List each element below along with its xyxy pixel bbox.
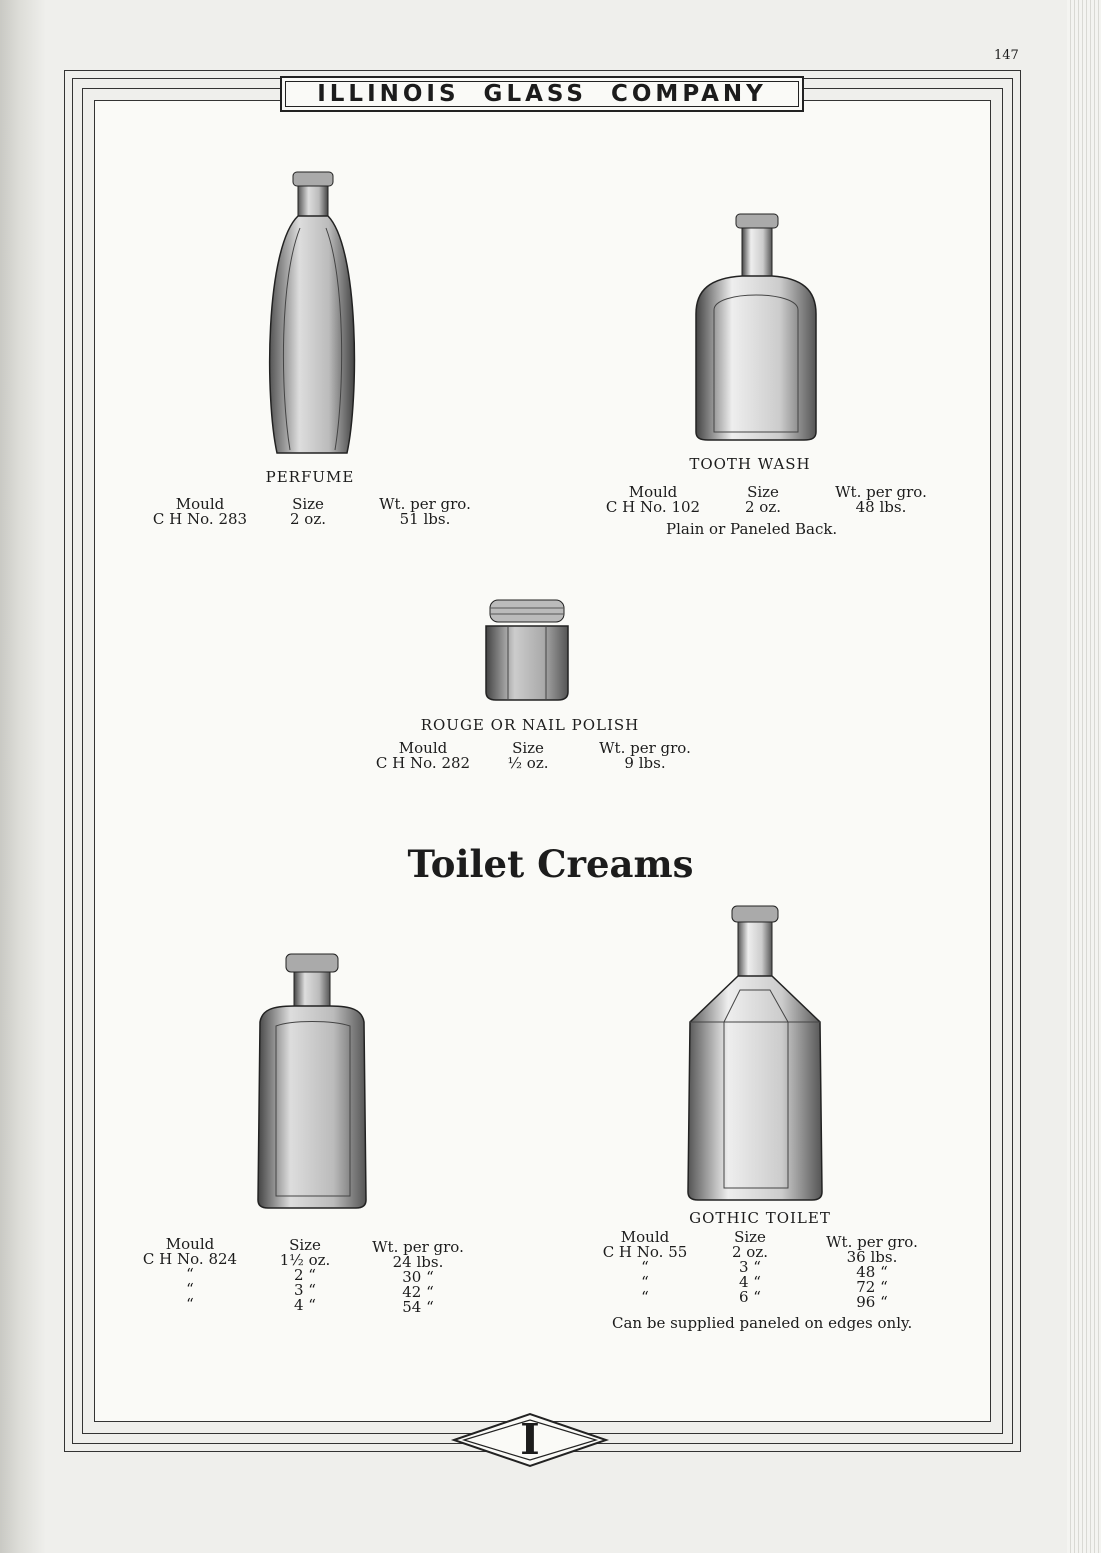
- column-header: Size: [289, 1236, 321, 1254]
- column-header: Mould: [628, 483, 678, 501]
- table-cell: 51 lbs.: [399, 510, 451, 528]
- toilet-cream-bottle-illustration: [252, 950, 372, 1212]
- column-header: Mould: [175, 495, 225, 513]
- column-header: Mould: [620, 1228, 670, 1246]
- weight-column: [590, 741, 700, 771]
- tooth-wash-note: Plain or Paneled Back.: [666, 520, 838, 538]
- table-cell: 72 “: [856, 1278, 888, 1296]
- tooth-wash-bottle-illustration: [690, 210, 820, 442]
- table-cell: 36 lbs.: [846, 1248, 898, 1266]
- column-header: Mould: [165, 1235, 215, 1253]
- gothic-toilet-note: Can be supplied paneled on edges only.: [612, 1314, 913, 1332]
- table-cell: 9 lbs.: [624, 754, 666, 772]
- table-cell: 96 “: [856, 1293, 888, 1311]
- table-cell: 1½ oz.: [279, 1251, 331, 1269]
- company-name: ILLINOIS GLASS COMPANY: [317, 81, 767, 107]
- mould-column: [135, 1237, 245, 1312]
- weight-column: [826, 485, 936, 515]
- column-header: Size: [292, 495, 324, 513]
- page-binding-shadow: [0, 0, 46, 1553]
- table-cell: 4 “: [294, 1296, 316, 1314]
- table-cell: C H No. 55: [602, 1243, 688, 1261]
- column-header: Mould: [398, 739, 448, 757]
- table-cell: “: [186, 1295, 194, 1313]
- table-cell: 48 lbs.: [855, 498, 907, 516]
- table-cell: ½ oz.: [507, 754, 549, 772]
- rouge-name: ROUGE OR NAIL POLISH: [420, 716, 640, 734]
- column-header: Wt. per gro.: [379, 495, 471, 513]
- mould-column: [598, 485, 708, 515]
- size-column: [715, 1230, 785, 1305]
- table-cell: 42 “: [402, 1283, 434, 1301]
- size-column: [488, 741, 568, 771]
- table-cell: “: [641, 1258, 649, 1276]
- weight-column: [363, 1240, 473, 1315]
- table-cell: 24 lbs.: [392, 1253, 444, 1271]
- table-cell: C H No. 824: [142, 1250, 238, 1268]
- column-header: Size: [512, 739, 544, 757]
- gothic-toilet-name: GOTHIC TOILET: [689, 1209, 831, 1227]
- table-cell: “: [641, 1273, 649, 1291]
- table-cell: 48 “: [856, 1263, 888, 1281]
- page-edges: [1067, 0, 1101, 1553]
- weight-column: [370, 497, 480, 527]
- table-cell: 2 oz.: [289, 510, 326, 528]
- table-cell: 3 “: [739, 1258, 761, 1276]
- perfume-name: PERFUME: [265, 468, 355, 486]
- table-cell: 2 oz.: [744, 498, 781, 516]
- size-column: [268, 497, 348, 527]
- mould-column: [368, 741, 478, 771]
- column-header: Size: [747, 483, 779, 501]
- tooth-wash-name: TOOTH WASH: [689, 455, 811, 473]
- table-cell: 2 oz.: [731, 1243, 768, 1261]
- rouge-jar-illustration: [480, 596, 574, 702]
- mould-column: [140, 497, 260, 527]
- table-cell: C H No. 283: [152, 510, 248, 528]
- table-cell: 2 “: [294, 1266, 316, 1284]
- table-cell: “: [186, 1280, 194, 1298]
- column-header: Wt. per gro.: [599, 739, 691, 757]
- perfume-bottle-illustration: [255, 168, 365, 468]
- column-header: Size: [734, 1228, 766, 1246]
- column-header: Wt. per gro.: [835, 483, 927, 501]
- table-cell: C H No. 102: [605, 498, 701, 516]
- mould-column: [595, 1230, 695, 1305]
- size-column: [723, 485, 803, 515]
- column-header: Wt. per gro.: [826, 1233, 918, 1251]
- page-number: 147: [994, 48, 1019, 63]
- weight-column: [817, 1235, 927, 1310]
- size-column: [265, 1238, 345, 1313]
- section-title: Toilet Creams: [407, 842, 694, 886]
- logo-letter: I: [520, 1415, 540, 1464]
- table-cell: 3 “: [294, 1281, 316, 1299]
- table-cell: 6 “: [739, 1288, 761, 1306]
- table-cell: C H No. 282: [375, 754, 471, 772]
- table-cell: “: [186, 1265, 194, 1283]
- column-header: Wt. per gro.: [372, 1238, 464, 1256]
- header-banner: [280, 76, 804, 112]
- table-cell: 54 “: [402, 1298, 434, 1316]
- table-cell: 4 “: [739, 1273, 761, 1291]
- table-cell: “: [641, 1288, 649, 1306]
- gothic-toilet-bottle-illustration: [680, 902, 830, 1204]
- table-cell: 30 “: [402, 1268, 434, 1286]
